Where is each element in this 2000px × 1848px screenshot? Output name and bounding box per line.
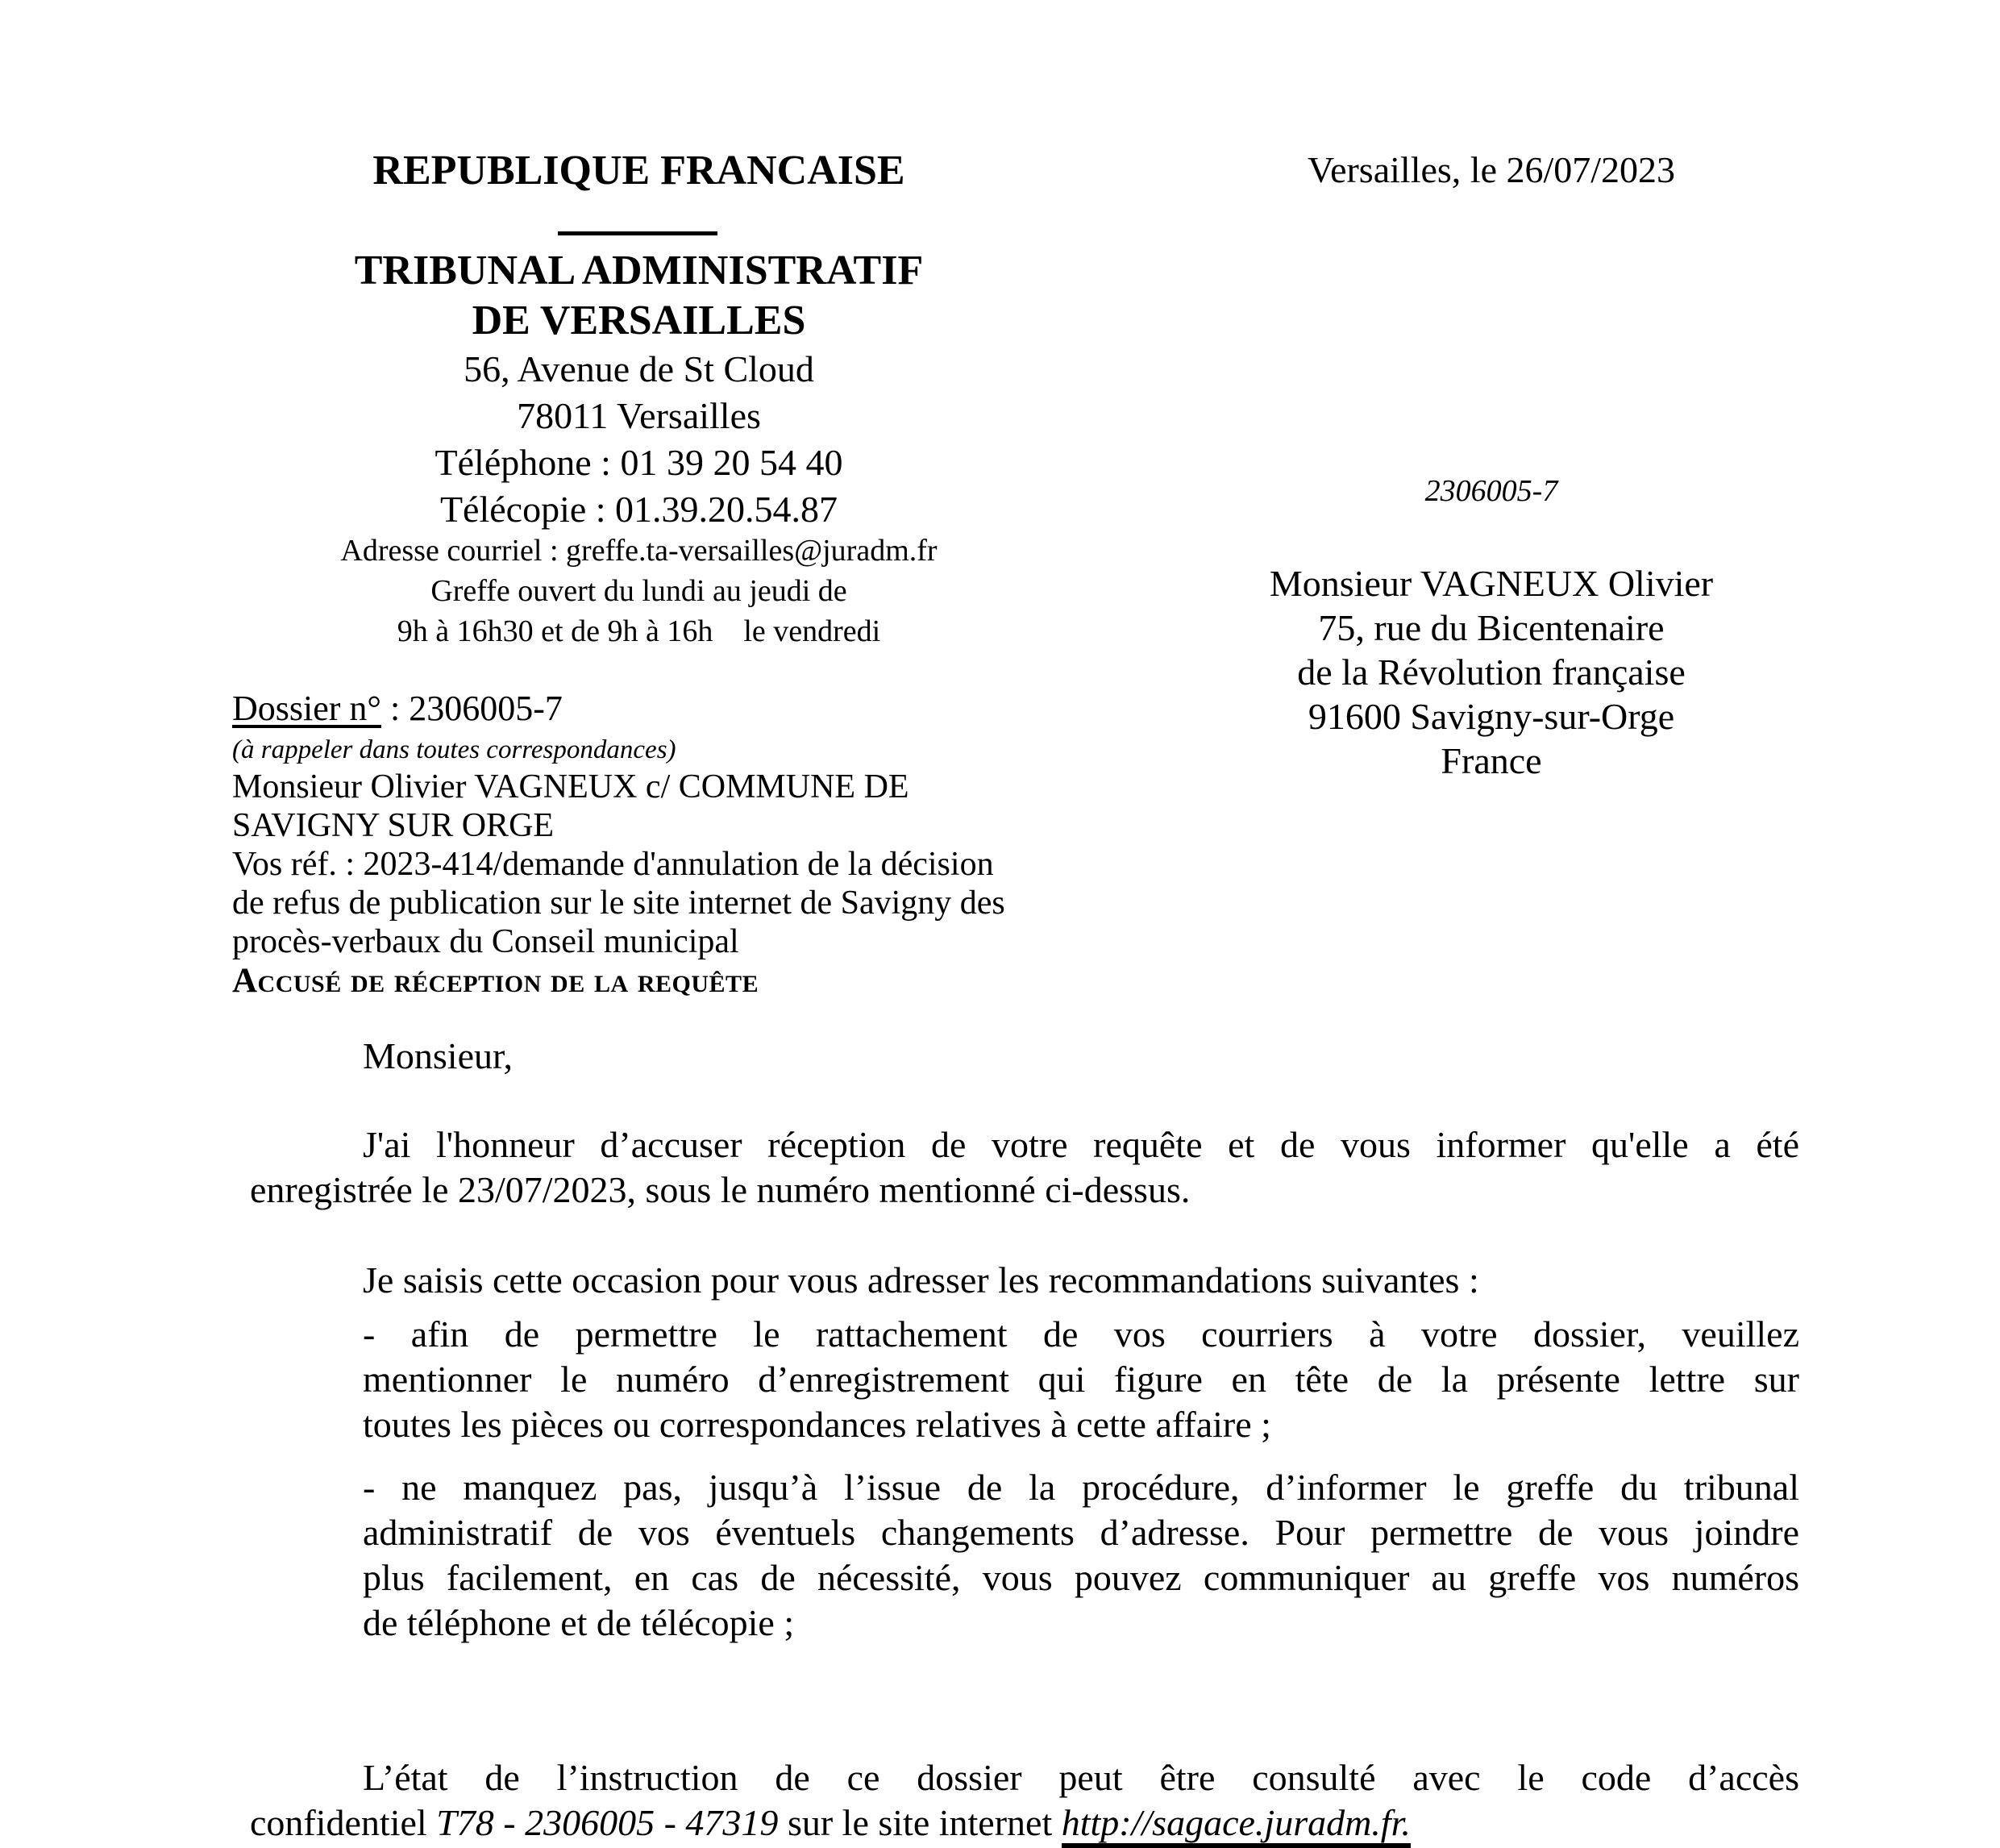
paragraph-line: L’état de l’instruction de ce dossier peut être consulté avec le code d’accès	[363, 1757, 1799, 1798]
court-fax: Télécopie : 01.39.20.54.87	[439, 489, 838, 530]
paragraph-line: mentionner le numéro d’enregistrement qui figure en tête de la présente lettre sur	[363, 1359, 1799, 1400]
dossier-number: : 2306005-7	[381, 689, 563, 728]
court-email: Adresse courriel : greffe.ta-versailles@juradm.fr	[340, 534, 938, 568]
paragraph-line: J'ai l'honneur d’accuser réception de votre requête et de vous informer qu'elle a été	[363, 1124, 1799, 1165]
dossier-note: (à rappeler dans toutes correspondances)	[232, 735, 676, 764]
recommendation-item-1	[250, 1312, 1799, 1447]
dossier-ref-line1: Vos réf. : 2023-414/demande d'annulation de la décision	[232, 846, 994, 883]
paragraph-line	[250, 1800, 1799, 1846]
court-contact-block	[189, 531, 1088, 651]
case-reference: 2306005-7	[1424, 474, 1558, 508]
dossier-parties-line1: Monsieur Olivier VAGNEUX c/ COMMUNE DE	[232, 768, 909, 805]
recommendation-item-2	[250, 1465, 1799, 1646]
court-name-line1: TRIBUNAL ADMINISTRATIF	[354, 248, 924, 293]
paragraph-line: toutes les pièces ou correspondances relatives à cette affaire ;	[363, 1404, 1271, 1445]
closing-text-middle: sur le site internet	[778, 1802, 1062, 1843]
sagace-website-link[interactable]: http://sagace.juradm.fr.	[1062, 1802, 1411, 1848]
recipient-street: 75, rue du Bicentenaire	[1318, 607, 1665, 648]
place-and-date: Versailles, le 26/07/2023	[1307, 149, 1676, 190]
confidential-access-code: T78 - 2306005 - 47319	[436, 1802, 779, 1843]
court-hours-line1: Greffe ouvert du lundi au jeudi de	[430, 574, 847, 608]
paragraph-line: - afin de permettre le rattachement de vos courriers à votre dossier, veuillez	[363, 1313, 1799, 1355]
letterhead-republic-block	[189, 146, 1088, 196]
paragraph-line: Je saisis cette occasion pour vous adresser les recommandations suivantes :	[363, 1259, 1479, 1301]
recipient-address-block	[1185, 561, 1798, 783]
paragraph-recommendations-intro	[250, 1258, 1799, 1303]
dossier-parties-line2: SAVIGNY SUR ORGE	[232, 807, 555, 844]
paragraph-line: enregistrée le 23/07/2023, sous le numéro mentionné ci-dessus.	[250, 1169, 1191, 1210]
paragraph-line: plus facilement, en cas de nécessité, vous pouvez communiquer au greffe vos numéros	[363, 1557, 1799, 1598]
dossier-label: Dossier n°	[232, 689, 382, 728]
court-hours-line2: 9h à 16h30 et de 9h à 16h le vendredi	[397, 614, 881, 648]
court-street: 56, Avenue de St Cloud	[464, 348, 814, 389]
closing-text-prefix: confidentiel	[250, 1802, 437, 1843]
paragraph-registration	[250, 1122, 1799, 1213]
paragraph-access-code	[250, 1755, 1799, 1846]
paragraph-line: de téléphone et de télécopie ;	[363, 1602, 795, 1643]
dossier-ref-line3: procès-verbaux du Conseil municipal	[232, 923, 739, 960]
court-address-block	[189, 346, 1088, 533]
dossier-ref-line2: de refus de publication sur le site internet de Savigny des	[232, 884, 1005, 922]
recipient-name: Monsieur VAGNEUX Olivier	[1269, 563, 1714, 604]
republic-title: REPUBLIQUE FRANCAISE	[372, 148, 905, 194]
letterhead-separator-rule	[558, 231, 717, 235]
court-name-block	[189, 246, 1088, 346]
recipient-city: 91600 Savigny-sur-Orge	[1308, 696, 1675, 737]
letter-subject: Accusé de réception de la requête	[232, 962, 759, 1000]
paragraph-line: administratif de vos éventuels changements d’adresse. Pour permettre de vous joindre	[363, 1512, 1799, 1553]
dossier-block	[232, 685, 1135, 1001]
court-city: 78011 Versailles	[517, 395, 761, 436]
recipient-country: France	[1441, 740, 1542, 781]
court-phone: Téléphone : 01 39 20 54 40	[435, 442, 843, 483]
paragraph-line: - ne manquez pas, jusqu’à l’issue de la procédure, d’informer le greffe du tribunal	[363, 1467, 1799, 1508]
salutation: Monsieur,	[363, 1035, 513, 1076]
dossier-number-line	[232, 685, 1135, 732]
court-name-line2: DE VERSAILLES	[472, 298, 806, 343]
recipient-street2: de la Révolution française	[1297, 651, 1686, 693]
